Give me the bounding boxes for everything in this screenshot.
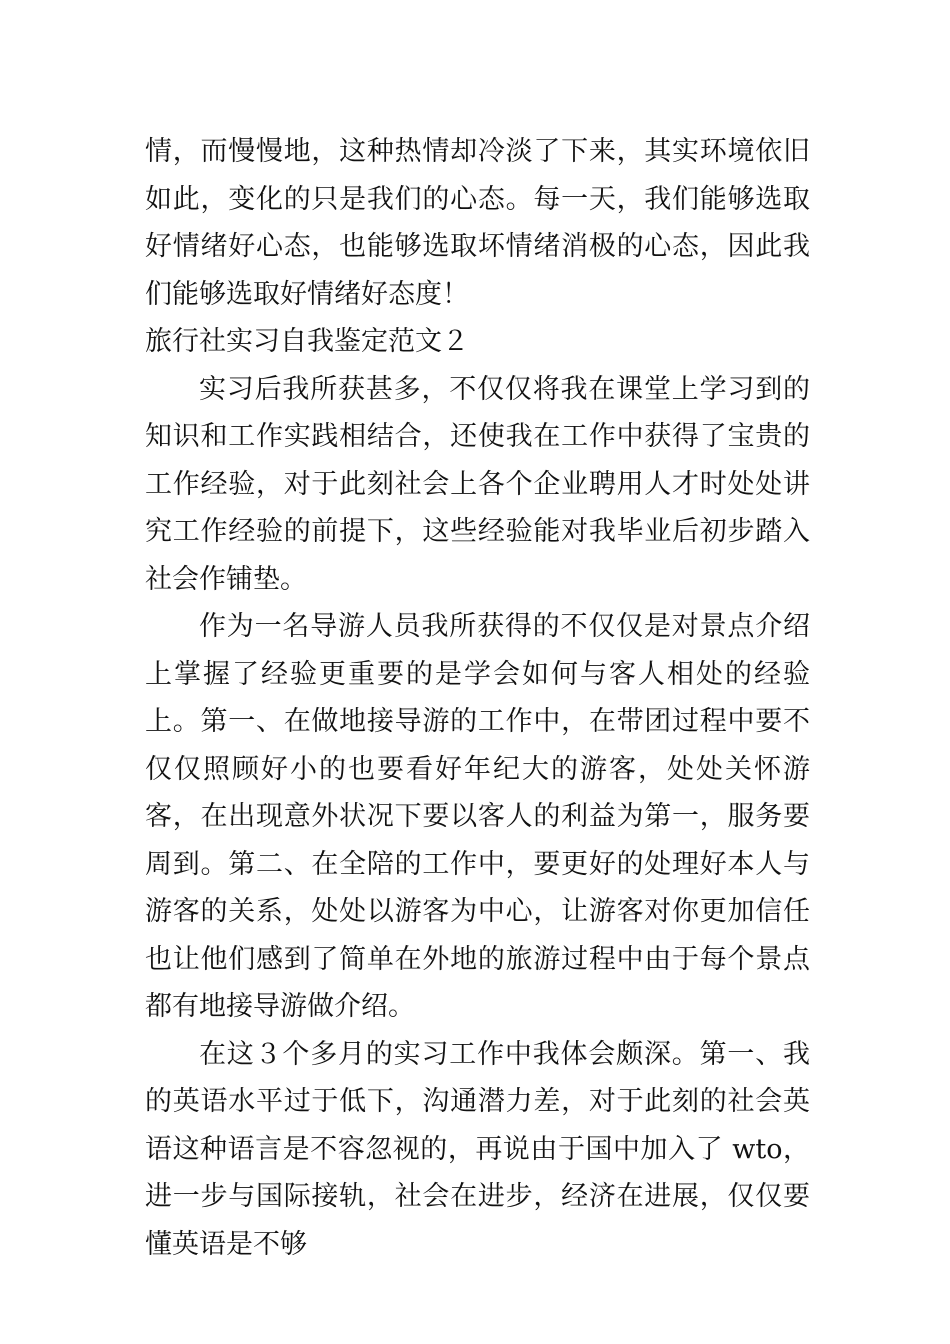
section-heading: 旅行社实习自我鉴定范文２ xyxy=(145,326,469,357)
paragraph-continuation: 情，而慢慢地，这种热情却冷淡了下来，其实环境依旧如此，变化的只是我们的心态。每一天，我们能够选取好情绪好心态，也能够选取坏情绪消极的心态，因此我们能够选取好情绪好态度！ xyxy=(145,136,810,310)
paragraph-1: 实习后我所获甚多，不仅仅将我在课堂上学习到的知识和工作实践相结合，还使我在工作中获得了宝贵的工作经验，对于此刻社会上各个企业聘用人才时处处讲究工作经验的前提下，这些经验能对我毕业后初步踏入社会作铺垫。 xyxy=(145,373,810,595)
paragraph-3: 在这３个多月的实习工作中我体会颇深。第一、我的英语水平过于低下，沟通潜力差，对于此刻的社会英语这种语言是不容忽视的，再说由于国中加入了 wto，进一步与国际接轨，社会在进步，经济在进展，仅仅要懂英语是不够 xyxy=(145,1038,810,1260)
document-body xyxy=(145,128,810,1268)
paragraph-2: 作为一名导游人员我所获得的不仅仅是对景点介绍上掌握了经验更重要的是学会如何与客人相处的经验上。第一、在做地接导游的工作中，在带团过程中要不仅仅照顾好小的也要看好年纪大的游客，处处关怀游客，在出现意外状况下要以客人的利益为第一，服务要周到。第二、在全陪的工作中，要更好的处理好本人与游客的关系，处处以游客为中心，让游客对你更加信任也让他们感到了简单在外地的旅游过程中由于每个景点都有地接导游做介绍。 xyxy=(145,611,810,1022)
